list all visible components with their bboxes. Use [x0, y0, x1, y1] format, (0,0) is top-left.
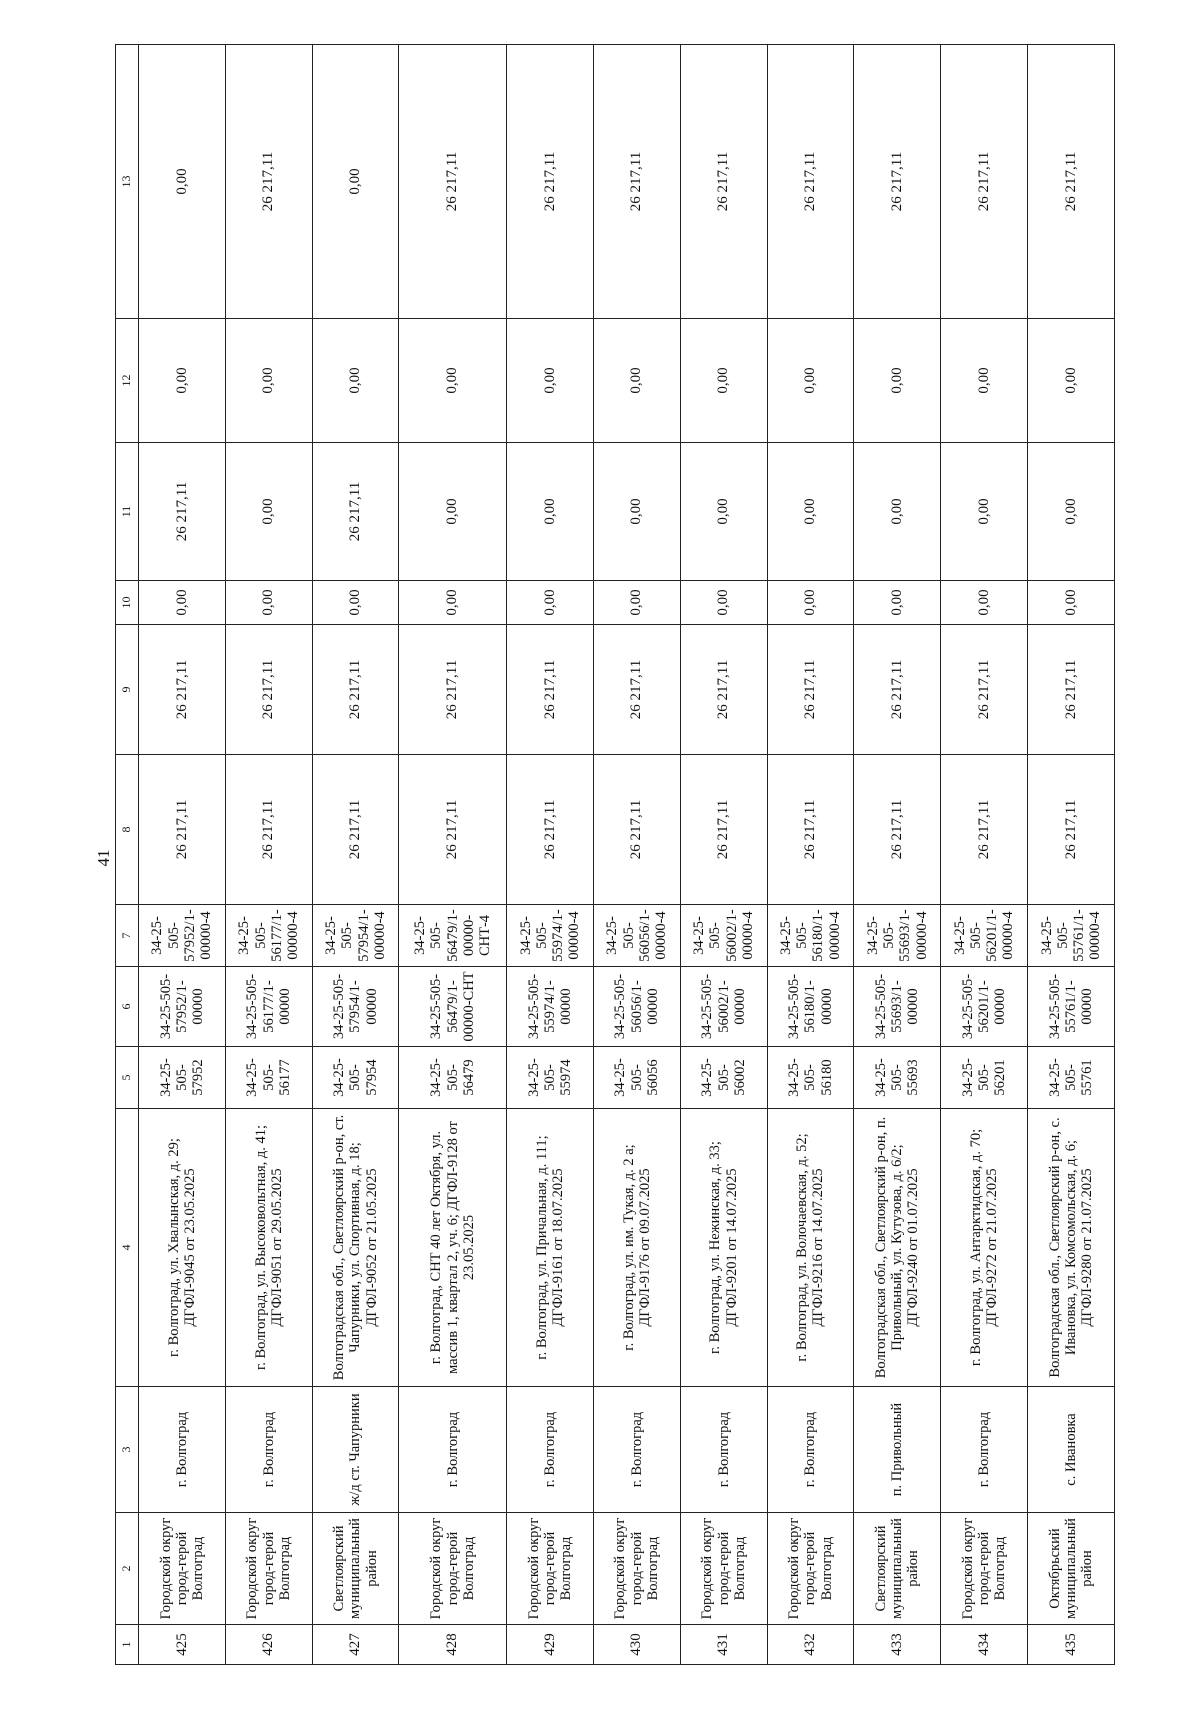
amount-cell: 26 217,11 [225, 755, 312, 905]
column-number-row [116, 45, 139, 1665]
code-cell: 34-25-505-56479 [399, 1047, 507, 1109]
address-cell: Волгоградская обл., Светлоярский р-он, ст. Чапурники, ул. Спортивная, д. 18; ДГФЛ-9052 от 21.05.2025 [312, 1109, 399, 1387]
address-cell: Волгоградская обл., Светлоярский р-он, п. Привольный, ул. Кутузова, д. 6/2; ДГФЛ-9240 от 01.07.2025 [854, 1109, 941, 1387]
table-row [593, 45, 680, 1665]
object-id-cell: 34-25-505-56180/1-00000 [767, 967, 854, 1047]
district-cell: Городской округ город-герой Волгоград [593, 1513, 680, 1625]
amount-cell: 26 217,11 [593, 45, 680, 319]
amount-cell: 26 217,11 [941, 755, 1028, 905]
object-id-cell: 34-25-505-56002/1-00000 [680, 967, 767, 1047]
code-cell: 34-25-505-56002 [680, 1047, 767, 1109]
row-number-cell: 432 [767, 1625, 854, 1665]
amount-cell: 0,00 [593, 319, 680, 443]
column-number-header: 1 [116, 1625, 139, 1665]
amount-cell: 0,00 [767, 581, 854, 625]
column-number-header: 8 [116, 755, 139, 905]
object-id-cell: 34-25-505-56479/1-00000-СНТ [399, 967, 507, 1047]
table-row [399, 45, 507, 1665]
address-cell: г. Волгоград, ул. Нежинская, д. 33; ДГФЛ-9201 от 14.07.2025 [680, 1109, 767, 1387]
table-body [116, 45, 1115, 1665]
row-number-cell: 434 [941, 1625, 1028, 1665]
address-cell: г. Волгоград, ул. Высоковольтная, д. 41; ДГФЛ-9051 от 29.05.2025 [225, 1109, 312, 1387]
address-cell: г. Волгоград, ул. им. Тукая, д. 2 а; ДГФЛ-9176 от 09.07.2025 [593, 1109, 680, 1387]
amount-cell: 0,00 [1028, 319, 1115, 443]
table-row [680, 45, 767, 1665]
column-number-header: 13 [116, 45, 139, 319]
amount-cell: 26 217,11 [854, 625, 941, 755]
object-id-cell: 34-25-505-56201/1-00000 [941, 967, 1028, 1047]
address-cell: г. Волгоград, ул. Хвалынская, д. 29; ДГФЛ-9045 от 23.05.2025 [139, 1109, 226, 1387]
row-number-cell: 426 [225, 1625, 312, 1665]
amount-cell: 0,00 [767, 319, 854, 443]
amount-cell: 0,00 [854, 319, 941, 443]
amount-cell: 26 217,11 [767, 625, 854, 755]
row-number-cell: 425 [139, 1625, 226, 1665]
district-cell: Светлоярский муниципальный район [854, 1513, 941, 1625]
amount-cell: 26 217,11 [312, 755, 399, 905]
row-number-cell: 428 [399, 1625, 507, 1665]
district-cell: Городской округ город-герой Волгоград [941, 1513, 1028, 1625]
district-cell: Городской округ город-герой Волгоград [139, 1513, 226, 1625]
row-number-cell: 429 [507, 1625, 594, 1665]
amount-cell: 26 217,11 [1028, 625, 1115, 755]
amount-cell: 0,00 [139, 581, 226, 625]
amount-cell: 0,00 [767, 443, 854, 581]
row-number-cell: 435 [1028, 1625, 1115, 1665]
rotated-table-wrapper [115, 45, 1115, 1665]
settlement-cell: г. Волгоград [593, 1387, 680, 1513]
row-number-cell: 433 [854, 1625, 941, 1665]
amount-cell: 26 217,11 [139, 755, 226, 905]
code-cell: 34-25-505-56201 [941, 1047, 1028, 1109]
amount-cell: 0,00 [507, 443, 594, 581]
amount-cell: 26 217,11 [139, 625, 226, 755]
address-cell: г. Волгоград, ул. Волочаевская, д. 52; ДГФЛ-9216 от 14.07.2025 [767, 1109, 854, 1387]
code-cell: 34-25-505-55974 [507, 1047, 594, 1109]
district-cell: Городской округ город-герой Волгоград [767, 1513, 854, 1625]
amount-cell: 0,00 [854, 581, 941, 625]
object-id-cell: 34-25-505-55974/1-00000 [507, 967, 594, 1047]
amount-cell: 26 217,11 [767, 45, 854, 319]
settlement-cell: г. Волгоград [139, 1387, 226, 1513]
address-cell: г. Волгоград, ул. Антарктидская, д. 70; ДГФЛ-9272 от 21.07.2025 [941, 1109, 1028, 1387]
amount-cell: 0,00 [941, 319, 1028, 443]
amount-cell: 0,00 [399, 319, 507, 443]
amount-cell: 26 217,11 [507, 755, 594, 905]
table-row [1028, 45, 1115, 1665]
column-number-header: 9 [116, 625, 139, 755]
amount-cell: 0,00 [680, 443, 767, 581]
object-id-cell: 34-25-505-57954/1-00000 [312, 967, 399, 1047]
code-cell: 34-25-505-56180 [767, 1047, 854, 1109]
amount-cell: 26 217,11 [593, 755, 680, 905]
amount-cell: 26 217,11 [1028, 45, 1115, 319]
column-number-header: 2 [116, 1513, 139, 1625]
amount-cell: 0,00 [225, 581, 312, 625]
code-cell: 34-25-505-56056 [593, 1047, 680, 1109]
row-number-cell: 430 [593, 1625, 680, 1665]
amount-cell: 0,00 [680, 319, 767, 443]
amount-cell: 26 217,11 [1028, 755, 1115, 905]
amount-cell: 26 217,11 [941, 45, 1028, 319]
object-id-cell: 34-25-505-55761/1-00000 [1028, 967, 1115, 1047]
amount-cell: 0,00 [680, 581, 767, 625]
settlement-cell: п. Привольный [854, 1387, 941, 1513]
amount-cell: 0,00 [312, 581, 399, 625]
amount-cell: 26 217,11 [680, 45, 767, 319]
amount-cell: 26 217,11 [680, 625, 767, 755]
object-id-cell: 34-25-505-56177/1-00000 [225, 967, 312, 1047]
consumer-id-cell: 34-25-505-56479/1-00000-СНТ-4 [399, 905, 507, 967]
amount-cell: 0,00 [1028, 581, 1115, 625]
consumer-id-cell: 34-25-505-55974/1-00000-4 [507, 905, 594, 967]
consumer-id-cell: 34-25-505-56180/1-00000-4 [767, 905, 854, 967]
amount-cell: 26 217,11 [399, 45, 507, 319]
settlement-cell: г. Волгоград [399, 1387, 507, 1513]
amount-cell: 26 217,11 [507, 625, 594, 755]
amount-cell: 26 217,11 [941, 625, 1028, 755]
code-cell: 34-25-505-56177 [225, 1047, 312, 1109]
object-id-cell: 34-25-505-56056/1-00000 [593, 967, 680, 1047]
settlement-cell: г. Волгоград [225, 1387, 312, 1513]
amount-cell: 26 217,11 [312, 443, 399, 581]
page-number: 41 [94, 849, 113, 867]
amount-cell: 26 217,11 [507, 45, 594, 319]
consumer-id-cell: 34-25-505-57954/1-00000-4 [312, 905, 399, 967]
amount-cell: 26 217,11 [399, 625, 507, 755]
district-cell: Городской округ город-герой Волгоград [680, 1513, 767, 1625]
settlement-cell: г. Волгоград [767, 1387, 854, 1513]
column-number-header: 3 [116, 1387, 139, 1513]
amount-cell: 0,00 [1028, 443, 1115, 581]
amount-cell: 0,00 [225, 443, 312, 581]
code-cell: 34-25-505-55693 [854, 1047, 941, 1109]
table-row [941, 45, 1028, 1665]
amount-cell: 0,00 [312, 319, 399, 443]
consumer-id-cell: 34-25-505-55693/1-00000-4 [854, 905, 941, 967]
amount-cell: 26 217,11 [399, 755, 507, 905]
code-cell: 34-25-505-57954 [312, 1047, 399, 1109]
column-number-header: 5 [116, 1047, 139, 1109]
amount-cell: 0,00 [941, 581, 1028, 625]
amount-cell: 26 217,11 [767, 755, 854, 905]
row-number-cell: 427 [312, 1625, 399, 1665]
amount-cell: 0,00 [593, 581, 680, 625]
column-number-header: 10 [116, 581, 139, 625]
amount-cell: 0,00 [941, 443, 1028, 581]
settlement-cell: с. Ивановка [1028, 1387, 1115, 1513]
consumer-id-cell: 34-25-505-56201/1-00000-4 [941, 905, 1028, 967]
consumer-id-cell: 34-25-505-56002/1-00000-4 [680, 905, 767, 967]
district-cell: Светлоярский муниципальный район [312, 1513, 399, 1625]
amount-cell: 0,00 [139, 319, 226, 443]
column-number-header: 4 [116, 1109, 139, 1387]
register-table [115, 44, 1115, 1665]
code-cell: 34-25-505-55761 [1028, 1047, 1115, 1109]
settlement-cell: г. Волгоград [941, 1387, 1028, 1513]
amount-cell: 0,00 [507, 581, 594, 625]
table-row [854, 45, 941, 1665]
consumer-id-cell: 34-25-505-57952/1-00000-4 [139, 905, 226, 967]
district-cell: Октябрьский муниципальный район [1028, 1513, 1115, 1625]
address-cell: г. Волгоград, ул. Причальная, д. 111; ДГФЛ-9161 от 18.07.2025 [507, 1109, 594, 1387]
amount-cell: 26 217,11 [680, 755, 767, 905]
object-id-cell: 34-25-505-55693/1-00000 [854, 967, 941, 1047]
amount-cell: 0,00 [854, 443, 941, 581]
amount-cell: 0,00 [139, 45, 226, 319]
amount-cell: 0,00 [507, 319, 594, 443]
amount-cell: 26 217,11 [225, 625, 312, 755]
settlement-cell: г. Волгоград [507, 1387, 594, 1513]
table-row [225, 45, 312, 1665]
amount-cell: 0,00 [225, 319, 312, 443]
settlement-cell: г. Волгоград [680, 1387, 767, 1513]
amount-cell: 26 217,11 [139, 443, 226, 581]
consumer-id-cell: 34-25-505-56177/1-00000-4 [225, 905, 312, 967]
district-cell: Городской округ город-герой Волгоград [399, 1513, 507, 1625]
column-number-header: 7 [116, 905, 139, 967]
amount-cell: 0,00 [312, 45, 399, 319]
district-cell: Городской округ город-герой Волгоград [225, 1513, 312, 1625]
table-row [507, 45, 594, 1665]
table-row [139, 45, 226, 1665]
address-cell: г. Волгоград, СНТ 40 лет Октября, ул. массив 1, квартал 2, уч. 6; ДГФЛ-9128 от 23.05.2025 [399, 1109, 507, 1387]
column-number-header: 11 [116, 443, 139, 581]
amount-cell: 26 217,11 [312, 625, 399, 755]
amount-cell: 26 217,11 [854, 45, 941, 319]
column-number-header: 6 [116, 967, 139, 1047]
code-cell: 34-25-505-57952 [139, 1047, 226, 1109]
object-id-cell: 34-25-505-57952/1-00000 [139, 967, 226, 1047]
amount-cell: 26 217,11 [854, 755, 941, 905]
amount-cell: 0,00 [399, 443, 507, 581]
table-row [312, 45, 399, 1665]
amount-cell: 26 217,11 [593, 625, 680, 755]
consumer-id-cell: 34-25-505-56056/1-00000-4 [593, 905, 680, 967]
settlement-cell: ж/д ст. Чапурники [312, 1387, 399, 1513]
amount-cell: 0,00 [399, 581, 507, 625]
district-cell: Городской округ город-герой Волгоград [507, 1513, 594, 1625]
row-number-cell: 431 [680, 1625, 767, 1665]
address-cell: Волгоградская обл., Светлоярский р-он, с. Ивановка, ул. Комсомольская, д. 6; ДГФЛ-9280 от 21.07.2025 [1028, 1109, 1115, 1387]
table-row [767, 45, 854, 1665]
column-number-header: 12 [116, 319, 139, 443]
amount-cell: 0,00 [593, 443, 680, 581]
amount-cell: 26 217,11 [225, 45, 312, 319]
consumer-id-cell: 34-25-505-55761/1-00000-4 [1028, 905, 1115, 967]
